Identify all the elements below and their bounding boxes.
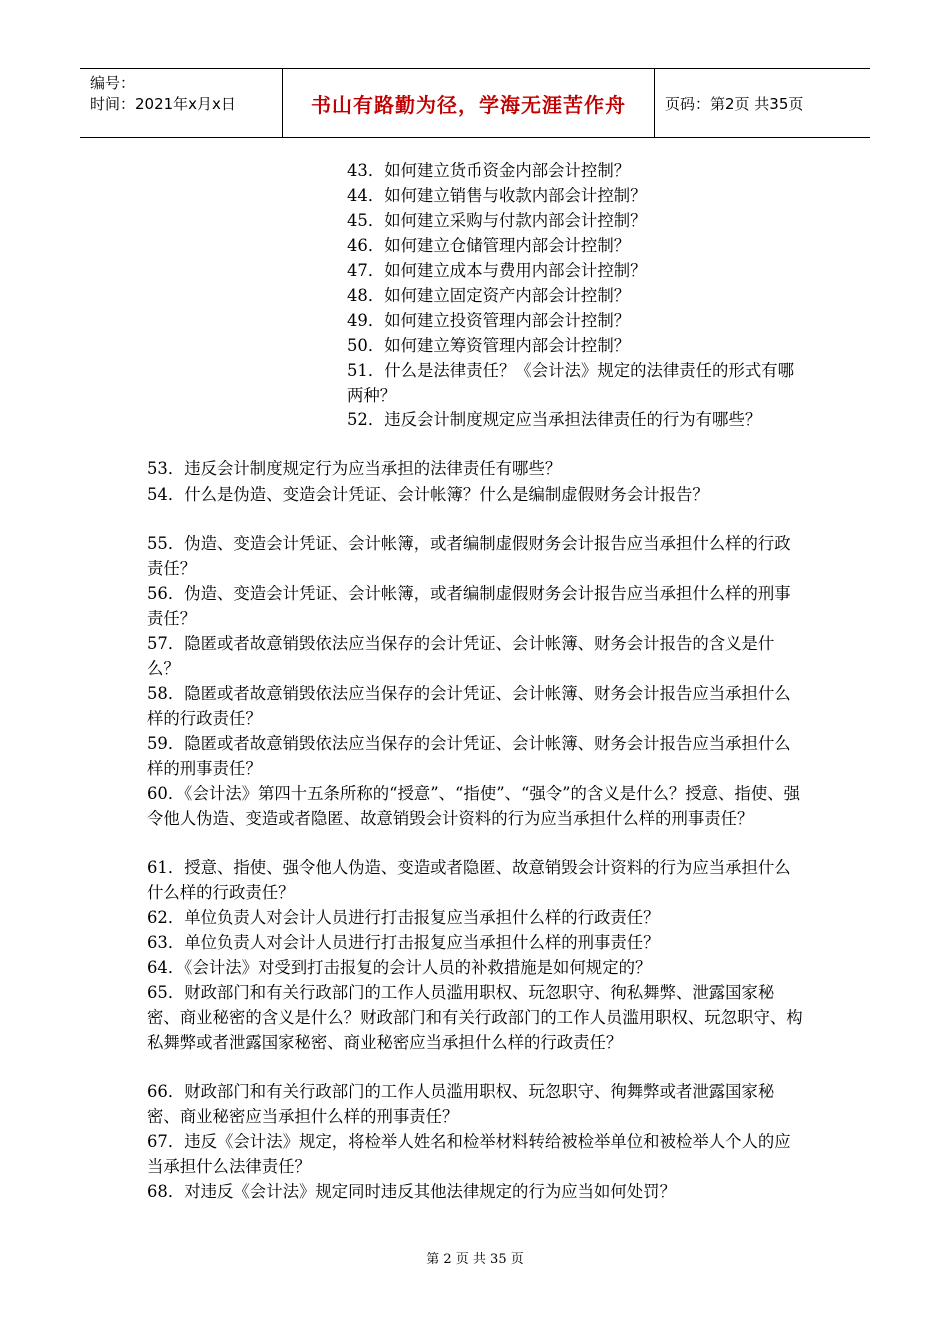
question-60: 60．《会计法》第四十五条所称的“授意”、“指使”、“强令”的含义是什么？授意、指使、强令他人伪造、变造或者隐匿、故意销毁会计资料的行为应当承担什么样的刑事责任？ [147,784,800,828]
page-footer: 第 2 页 共 35 页 [426,1252,524,1267]
number-label: 编号： [90,74,136,92]
question-50: 50．如何建立筹资管理内部会计控制？ [347,336,631,355]
page-header [80,68,870,138]
question-47: 47．如何建立成本与费用内部会计控制？ [347,261,647,280]
question-44: 44．如何建立销售与收款内部会计控制？ [347,186,647,205]
question-68: 68．对违反《会计法》规定同时违反其他法律规定的行为应当如何处罚？ [147,1182,676,1201]
question-55: 55．伪造、变造会计凭证、会计帐簿，或者编制虚假财务会计报告应当承担什么样的行政责任？ [147,534,791,578]
question-53: 53．违反会计制度规定行为应当承担的法律责任有哪些？ [147,459,562,478]
question-57: 57．隐匿或者故意销毁依法应当保存的会计凭证、会计帐簿、财务会计报告的含义是什么？ [147,634,775,678]
question-65: 65．财政部门和有关行政部门的工作人员滥用职权、玩忽职守、徇私舞弊、泄露国家秘密、商业秘密的含义是什么？财政部门和有关行政部门的工作人员滥用职权、玩忽职守、构私舞弊或者泄露国家秘密、商业秘密应当承担什么样的行政责任？ [147,983,803,1052]
question-51: 51．什么是法律责任？《会计法》规定的法律责任的形式有哪两种？ [347,361,795,405]
question-49: 49．如何建立投资管理内部会计控制？ [347,311,631,330]
question-67: 67．违反《会计法》规定，将检举人姓名和检举材料转给被检举单位和被检举人个人的应当承担什么法律责任？ [147,1132,791,1176]
header-motto [283,69,655,137]
question-64: 64．《会计法》对受到打击报复的会计人员的补救措施是如何规定的？ [147,958,652,977]
question-63: 63．单位负责人对会计人员进行打击报复应当承担什么样的刑事责任？ [147,933,660,952]
question-52: 52．违反会计制度规定应当承担法律责任的行为有哪些？ [347,410,762,429]
question-66: 66．财政部门和有关行政部门的工作人员滥用职权、玩忽职守、徇舞弊或者泄露国家秘密、商业秘密应当承担什么样的刑事责任？ [147,1082,775,1126]
header-meta [80,69,283,137]
question-59: 59．隐匿或者故意销毁依法应当保存的会计凭证、会计帐簿、财务会计报告应当承担什么样的刑事责任？ [147,734,791,778]
header-page-info: 页码：第2页 共35页 [665,94,804,113]
question-58: 58．隐匿或者故意销毁依法应当保存的会计凭证、会计帐簿、财务会计报告应当承担什么样的行政责任？ [147,684,791,728]
question-54: 54．什么是伪造、变造会计凭证、会计帐簿？什么是编制虚假财务会计报告？ [147,485,709,504]
question-48: 48．如何建立固定资产内部会计控制？ [347,286,631,305]
question-46: 46．如何建立仓储管理内部会计控制？ [347,236,631,255]
time-label: 时间：2021年x月x日 [90,95,236,113]
question-45: 45．如何建立采购与付款内部会计控制？ [347,211,647,230]
question-62: 62．单位负责人对会计人员进行打击报复应当承担什么样的行政责任？ [147,908,660,927]
question-43: 43．如何建立货币资金内部会计控制？ [347,161,631,180]
question-61: 61．授意、指使、强令他人伪造、变造或者隐匿、故意销毁会计资料的行为应当承担什么什么样的行政责任？ [147,858,791,902]
question-56: 56．伪造、变造会计凭证、会计帐簿，或者编制虚假财务会计报告应当承担什么样的刑事责任？ [147,584,791,628]
motto-text: 书山有路勤为径，学海无涯苦作舟 [311,92,626,117]
